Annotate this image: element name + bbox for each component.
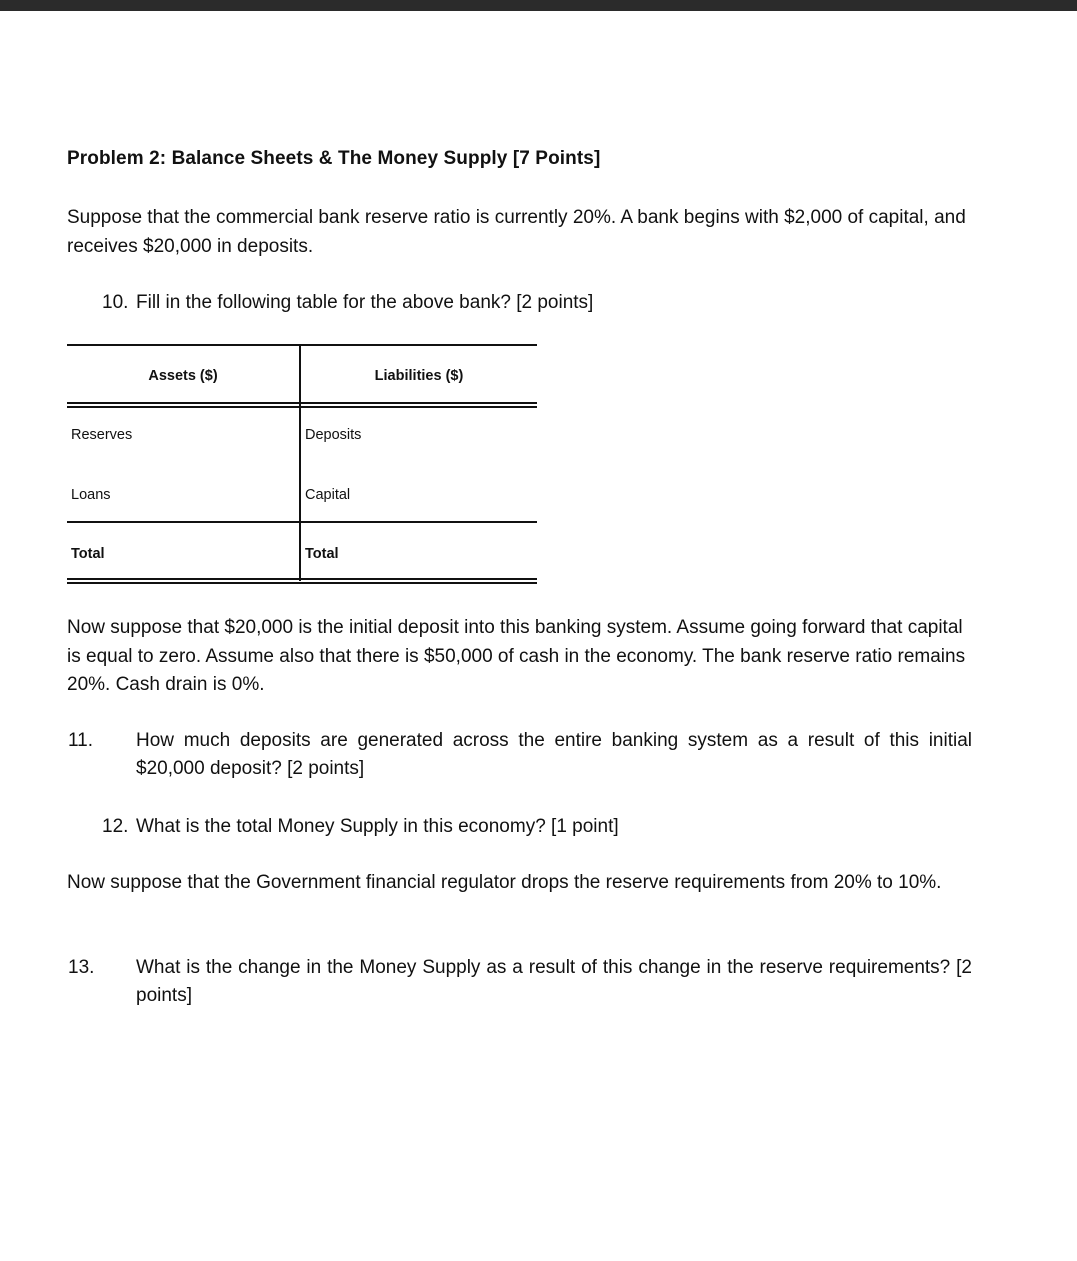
question-11-text: How much deposits are generated across the entire banking system as a result of this initial $20,000 deposit? [2 points] xyxy=(136,730,972,779)
bottom-double-rule-1 xyxy=(67,578,537,580)
assets-header: Assets ($) xyxy=(148,368,218,384)
liabilities-row-deposits: Deposits xyxy=(305,427,362,443)
question-11-number: 11. xyxy=(68,730,94,751)
scenario-2-paragraph: Now suppose that $20,000 is the initial deposit into this banking system. Assume going forward that capital is equal to zero. Assume also that there is $50,000 of cash in the economy. The bank reserve ratio remains 20%. Cash drain is 0%. xyxy=(67,617,966,695)
assets-row-loans: Loans xyxy=(71,487,111,503)
header-double-rule-2 xyxy=(67,406,537,408)
question-10-number: 10. xyxy=(102,292,129,313)
top-bar xyxy=(0,0,1077,11)
balance-sheet-table xyxy=(67,344,537,584)
question-13-number: 13. xyxy=(68,957,95,978)
total-top-rule xyxy=(67,521,537,523)
liabilities-total: Total xyxy=(305,546,339,562)
problem-intro: Suppose that the commercial bank reserve ratio is currently 20%. A bank begins with $2,000 of capital, and receives $20,000 in deposits. xyxy=(67,207,966,257)
bottom-double-rule-2 xyxy=(67,582,537,584)
question-13 xyxy=(68,954,972,1010)
question-12 xyxy=(102,813,972,841)
question-12-number: 12. xyxy=(102,816,129,837)
question-11 xyxy=(68,727,972,783)
question-13-text: What is the change in the Money Supply as a result of this change in the reserve requirements? [2 points] xyxy=(136,957,972,1006)
question-10 xyxy=(102,289,972,317)
question-12-text: What is the total Money Supply in this economy? [1 point] xyxy=(136,816,619,837)
assets-row-reserves: Reserves xyxy=(71,427,133,443)
assets-total: Total xyxy=(71,546,105,562)
liabilities-row-capital: Capital xyxy=(305,487,351,503)
scenario-3-paragraph: Now suppose that the Government financial regulator drops the reserve requirements from 20% to 10%. xyxy=(67,872,942,893)
header-double-rule-1 xyxy=(67,402,537,404)
problem-title: Problem 2: Balance Sheets & The Money Supply [7 Points] xyxy=(67,148,601,169)
table-top-rule xyxy=(67,344,537,346)
liabilities-header: Liabilities ($) xyxy=(374,368,464,384)
question-10-text: Fill in the following table for the above bank? [2 points] xyxy=(136,292,594,313)
